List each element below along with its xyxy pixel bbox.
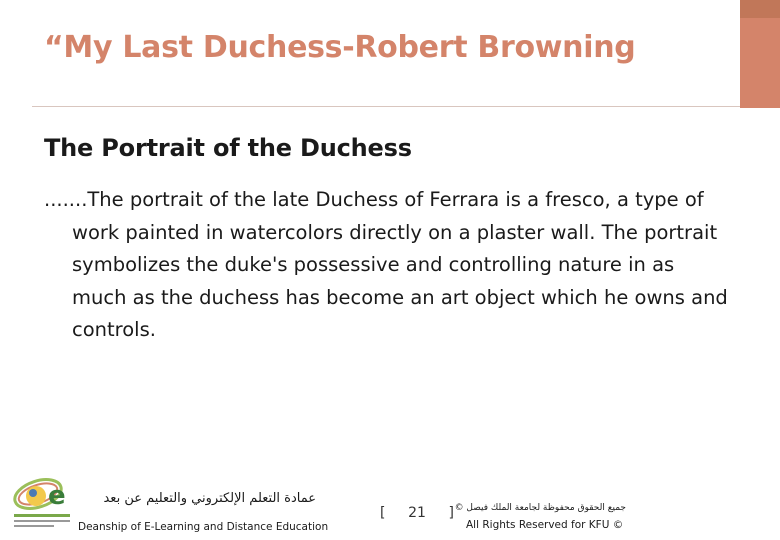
page-number (380, 505, 454, 521)
page-bracket-close: ] (448, 505, 454, 521)
page-number-value: 21 (408, 505, 426, 521)
body-paragraph: .......The portrait of the late Duchess of Ferrara is a fresco, a type of work painted in watercolors directly on a plaster wall. The portrait symbolizes the duke's possessive and controlling nature in as much as the duchess has become an art object which he owns and controls. (44, 188, 728, 341)
deanship-name-english: Deanship of E-Learning and Distance Education (78, 521, 329, 533)
copyright-arabic: جميع الحقوق محفوظة لجامعة الملك فيصل © (454, 503, 626, 513)
svg-text:e: e (48, 481, 66, 511)
e-learning-logo-icon (8, 470, 80, 530)
title-divider (32, 106, 740, 107)
slide-title: “My Last Duchess-Robert Browning (44, 30, 636, 65)
section-heading: The Portrait of the Duchess (44, 134, 412, 162)
deanship-name-arabic: عمادة التعلم الإلكتروني والتعليم عن بعد (103, 491, 316, 506)
page-bracket-open: [ (380, 505, 386, 521)
accent-bar-notch (740, 0, 780, 18)
accent-bar (740, 0, 780, 108)
copyright-english: All Rights Reserved for KFU © (466, 519, 624, 531)
